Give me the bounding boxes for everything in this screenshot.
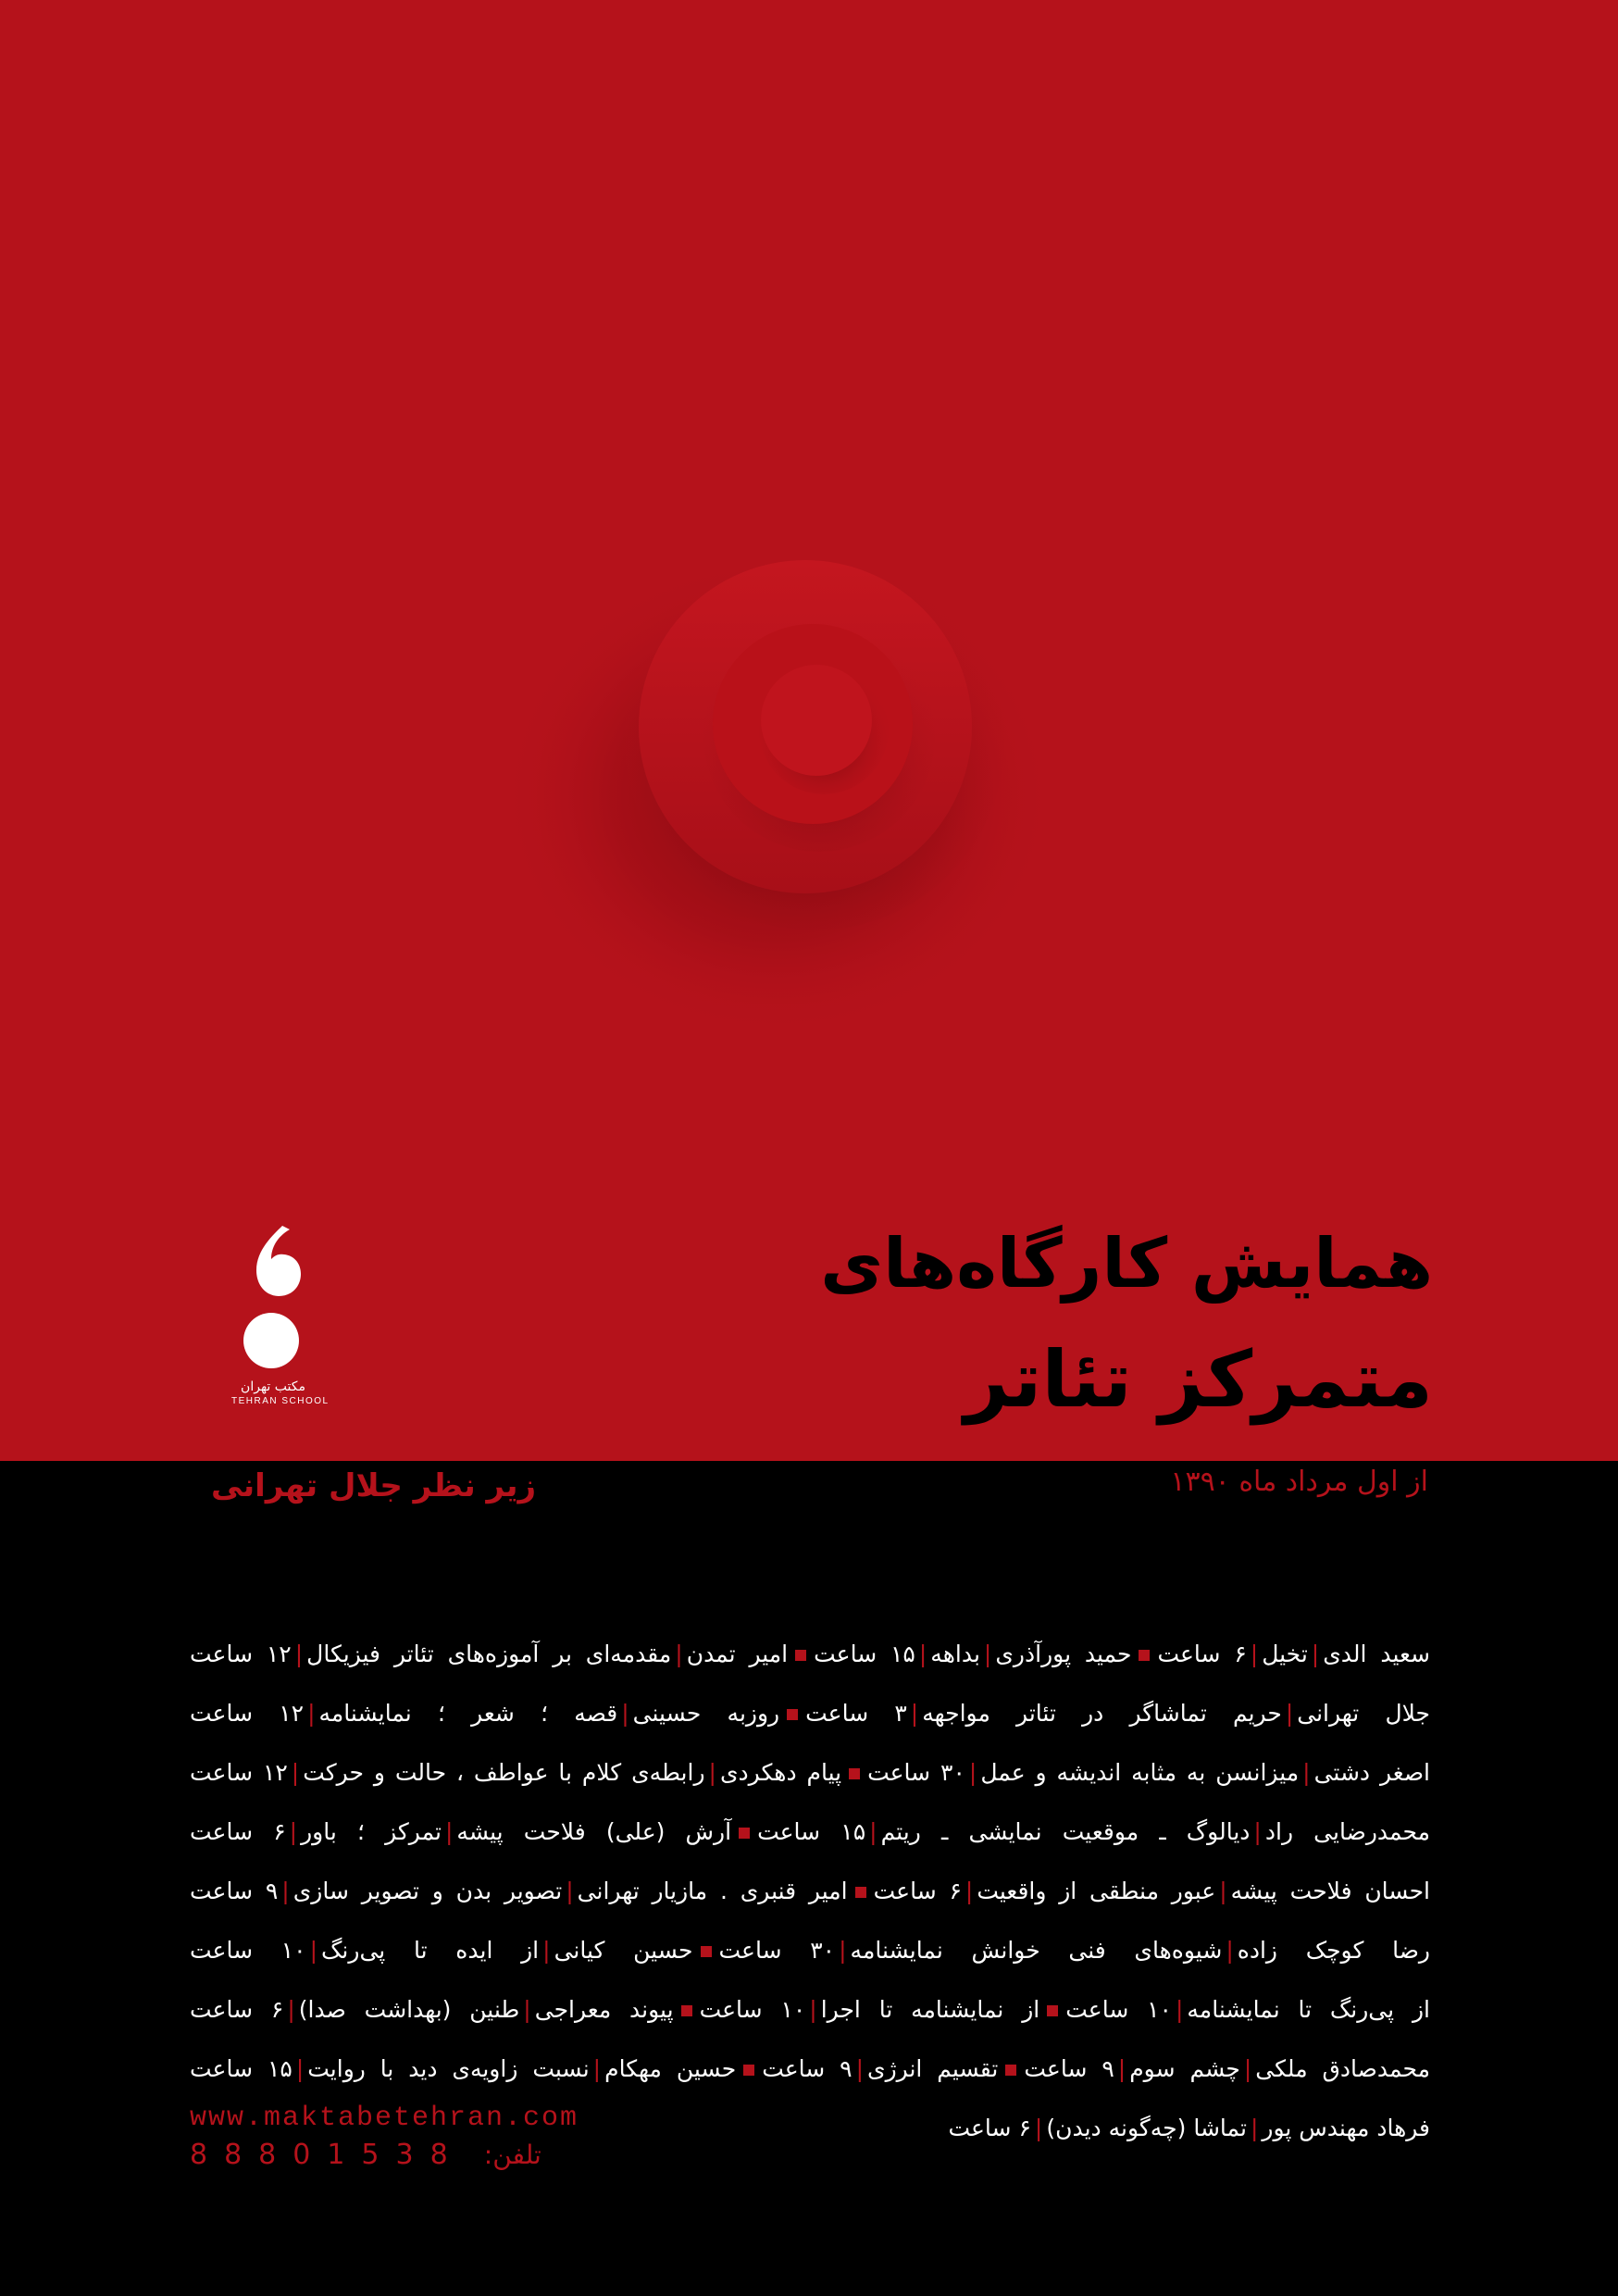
workshop-instructor: روزبه حسینی: [632, 1700, 780, 1727]
workshop-topic: شیوه‌های فنی خوانش نمایشنامه: [850, 1937, 1223, 1964]
workshop-instructor: پیوند معراجی: [534, 1996, 674, 2023]
workshop-instructor: آرش (علی) فلاحت پیشه: [456, 1818, 732, 1845]
workshop-instructor: فرهاد مهندس پور: [1262, 2115, 1430, 2141]
workshop-hours: ۶ ساعت: [190, 1818, 286, 1845]
workshop-row: [190, 1743, 1430, 1803]
workshop-hours: ۱۵ ساعت: [757, 1818, 866, 1845]
workshop-hours: ۳ ساعت: [805, 1700, 907, 1727]
workshop-instructor: سعید الدی: [1323, 1641, 1430, 1667]
workshop-instructor: امیر تمدن: [686, 1641, 789, 1667]
pipe-separator: |: [1034, 2115, 1043, 2141]
workshop-topic: از پی‌رنگ تا نمایشنامه: [1187, 1996, 1430, 2023]
workshop-hours: ۱۰ ساعت: [699, 1996, 806, 2023]
pipe-separator: |: [1250, 2115, 1259, 2141]
workshop-row: [190, 2040, 1430, 2099]
workshop-row: [190, 1862, 1430, 1921]
workshop-hours: ۶ ساعت: [948, 2115, 1031, 2141]
pipe-separator: |: [621, 1700, 629, 1727]
workshop-topic: بداهه: [930, 1641, 980, 1667]
workshop-topic: مقدمه‌ای بر آموزه‌های تئاتر فیزیکال: [306, 1641, 672, 1667]
phone-info: [190, 2137, 690, 2177]
workshop-topic: رابطه‌ی کلام با عواطف ، حالت و حرکت: [303, 1759, 705, 1786]
pipe-separator: |: [1285, 1700, 1294, 1727]
workshop-topic: از نمایشنامه تا اجرا: [820, 1996, 1040, 2023]
workshop-hours: ۳۰ ساعت: [718, 1937, 836, 1964]
workshop-topic: چشم سوم: [1129, 2055, 1240, 2082]
pipe-separator: |: [708, 1759, 716, 1786]
pipe-separator: |: [918, 1641, 927, 1667]
comma-drop-icon: [236, 1222, 310, 1370]
pipe-separator: |: [1253, 1818, 1262, 1845]
pipe-separator: |: [281, 1878, 290, 1904]
bullet-separator: [701, 1946, 712, 1957]
workshop-row: [190, 1684, 1430, 1743]
pipe-separator: |: [855, 2055, 865, 2082]
pipe-separator: |: [592, 2055, 602, 2082]
bullet-separator: [739, 1828, 750, 1839]
workshop-hours: ۱۲ ساعت: [190, 1759, 288, 1786]
workshop-instructor: محمدصادق ملکی: [1255, 2055, 1430, 2082]
swirl-emblem: [481, 518, 1055, 1037]
workshop-hours: ۱۰ ساعت: [190, 1937, 306, 1964]
pipe-separator: |: [1219, 1878, 1227, 1904]
pipe-separator: |: [1302, 1759, 1311, 1786]
phone-label: تلفن:: [483, 2140, 541, 2170]
workshop-instructor: پیام دهکردی: [719, 1759, 842, 1786]
pipe-separator: |: [1117, 2055, 1126, 2082]
workshop-topic: تماشا (چه‌گونه دیدن): [1046, 2115, 1247, 2141]
bullet-separator: [855, 1887, 866, 1898]
bullet-separator: [849, 1768, 860, 1779]
workshop-instructor: اصغر دشتی: [1313, 1759, 1430, 1786]
pipe-separator: |: [287, 1996, 295, 2023]
workshop-instructor: احسان فلاحت پیشه: [1230, 1878, 1430, 1904]
phone-number: 88801538: [190, 2139, 465, 2171]
workshop-row: [190, 1803, 1430, 1862]
workshop-instructor: محمدرضایی راد: [1264, 1818, 1430, 1845]
workshop-instructor: جلال تهرانی: [1297, 1700, 1430, 1727]
pipe-separator: |: [809, 1996, 817, 2023]
pipe-separator: |: [307, 1700, 316, 1727]
workshop-topic: حریم تماشاگر در تئاتر مواجهه: [922, 1700, 1282, 1727]
workshop-instructor: تقسیم انرژی: [867, 2055, 999, 2082]
workshop-instructor: حسین کیانی: [554, 1937, 693, 1964]
pipe-separator: |: [839, 1937, 847, 1964]
workshop-list: [190, 1625, 1430, 2158]
logo-text-en: TEHRAN SCHOOL: [231, 1396, 330, 1406]
workshop-hours: ۳۰ ساعت: [867, 1759, 965, 1786]
bullet-separator: [795, 1650, 806, 1661]
workshop-hours: ۶ ساعت: [190, 1996, 284, 2023]
tehran-school-logo: [231, 1222, 330, 1426]
poster-title-line2: متمرکز تئاتر: [964, 1334, 1433, 1425]
logo-text-fa: مکتب تهران: [241, 1379, 305, 1394]
workshop-topic: نسبت زاویه‌ی دید با روایت: [307, 2055, 590, 2082]
workshop-topic: قصه ؛ شعر ؛ نمایشنامه: [318, 1700, 618, 1727]
workshop-hours: ۱۵ ساعت: [190, 2055, 292, 2082]
pipe-separator: |: [910, 1700, 919, 1727]
workshop-topic: دیالوگ ـ موقعیت نمایشی ـ ریتم: [880, 1818, 1251, 1845]
workshop-instructor: امیر قنبری . مازیار تهرانی: [577, 1878, 848, 1904]
bullet-separator: [1005, 2065, 1016, 2076]
pipe-separator: |: [983, 1641, 992, 1667]
pipe-separator: |: [1226, 1937, 1234, 1964]
pipe-separator: |: [675, 1641, 683, 1667]
workshop-instructor: حمید پورآذری: [995, 1641, 1132, 1667]
pipe-separator: |: [294, 1641, 304, 1667]
bullet-separator: [1139, 1650, 1150, 1661]
workshop-topic: میزانسن به مثابه اندیشه و عمل: [980, 1759, 1300, 1786]
pipe-separator: |: [968, 1759, 977, 1786]
poster-title-line1: همایش کارگاه‌های: [820, 1224, 1433, 1304]
workshop-hours: ۶ ساعت: [1157, 1641, 1247, 1667]
pipe-separator: |: [444, 1818, 454, 1845]
pipe-separator: |: [1243, 2055, 1252, 2082]
pipe-separator: |: [291, 1759, 300, 1786]
workshop-hours: ۹ ساعت: [190, 1878, 279, 1904]
bullet-separator: [787, 1709, 798, 1720]
pipe-separator: |: [869, 1818, 877, 1845]
supervisor-credit: زیر نظر جلال تهرانی: [211, 1467, 537, 1504]
workshop-hours: ۹ ساعت: [762, 2055, 853, 2082]
workshop-hours: ۶ ساعت: [873, 1878, 962, 1904]
workshop-row: [190, 1625, 1430, 1684]
workshop-hours: ۱۵ ساعت: [814, 1641, 915, 1667]
workshop-hours: ۱۰ ساعت: [1065, 1996, 1172, 2023]
workshop-instructor: رضا کوچک زاده: [1237, 1937, 1430, 1964]
website-url: www.maktabetehran.com: [190, 2103, 579, 2134]
start-date: از اول مرداد ماه ۱۳۹۰: [1170, 1466, 1428, 1498]
pipe-separator: |: [1250, 1641, 1259, 1667]
bullet-separator: [1047, 2005, 1058, 2016]
workshop-row: [190, 1921, 1430, 1980]
workshop-instructor: حسین مهکام: [604, 2055, 737, 2082]
workshop-topic: از ایده تا پی‌رنگ: [321, 1937, 540, 1964]
workshop-topic: عبور منطقی از واقعیت: [977, 1878, 1216, 1904]
workshop-topic: تمرکز ؛ باور: [301, 1818, 442, 1845]
workshop-topic: تصویر بدن و تصویر سازی: [292, 1878, 563, 1904]
pipe-separator: |: [1175, 1996, 1184, 2023]
pipe-separator: |: [295, 2055, 305, 2082]
pipe-separator: |: [289, 1818, 298, 1845]
pipe-separator: |: [309, 1937, 318, 1964]
workshop-row: [190, 1980, 1430, 2040]
pipe-separator: |: [542, 1937, 551, 1964]
workshop-hours: ۱۲ ساعت: [190, 1641, 292, 1667]
pipe-separator: |: [1311, 1641, 1320, 1667]
workshop-topic: تخیل: [1262, 1641, 1308, 1667]
workshop-hours: ۹ ساعت: [1024, 2055, 1114, 2082]
workshop-hours: ۱۲ ساعت: [190, 1700, 305, 1727]
bullet-separator: [681, 2005, 692, 2016]
bullet-separator: [743, 2065, 754, 2076]
pipe-separator: |: [566, 1878, 574, 1904]
pipe-separator: |: [965, 1878, 974, 1904]
workshop-topic: طنین (بهداشت صدا): [298, 1996, 520, 2023]
pipe-separator: |: [523, 1996, 531, 2023]
